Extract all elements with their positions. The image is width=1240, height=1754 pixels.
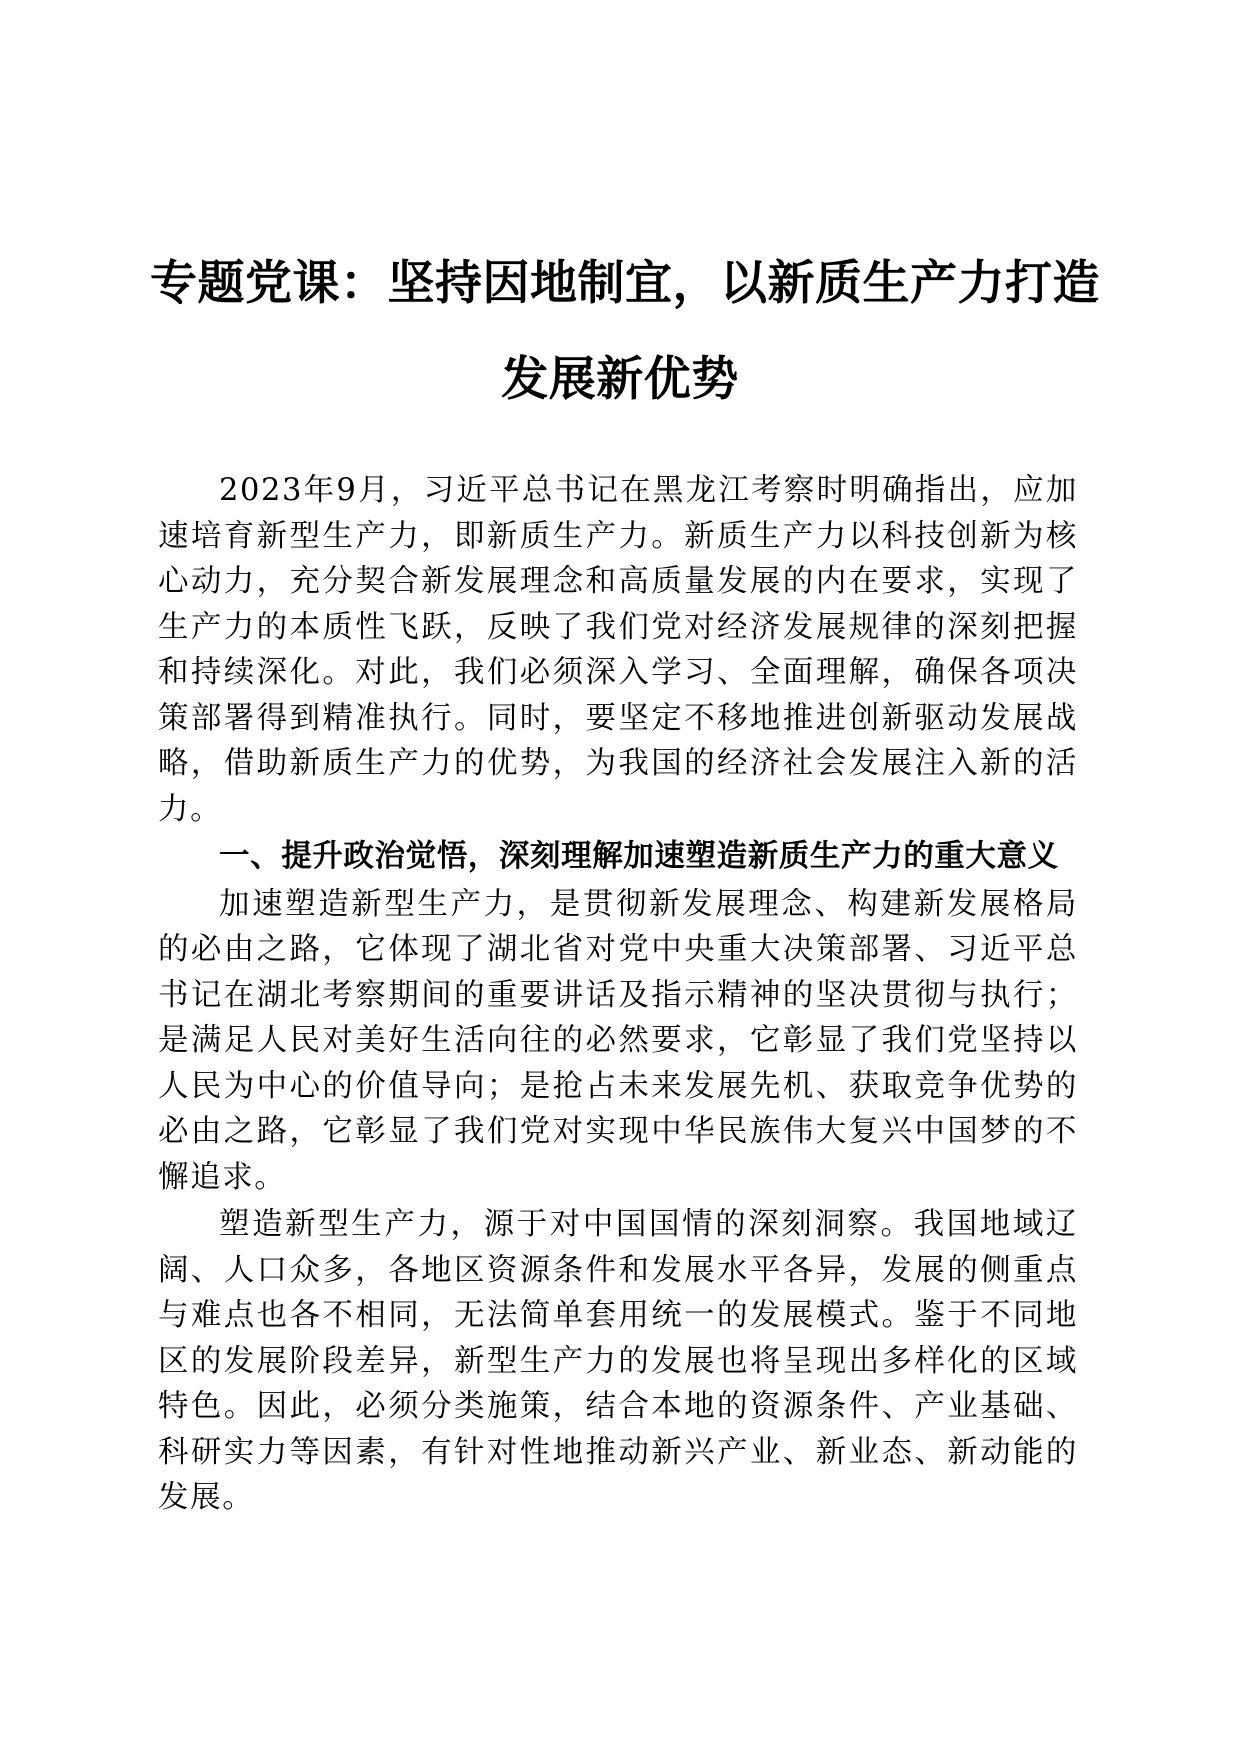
body-paragraph-2: 塑造新型生产力，源于对中国国情的深刻洞察。我国地域辽阔、人口众多，各地区资源条件和发展水平各异，发展的侧重点与难点也各不相同，无法简单套用统一的发展模式。鉴于不同地区的发展阶段差异，新型生产力的发展也将呈现出多样化的区域特色。因此，必须分类施策，结合本地的资源条件、产业基础、科研实力等因素，有针对性地推动新兴产业、新业态、新动能的发展。 [158,1207,1078,1515]
intro-paragraph: 2023年9月，习近平总书记在黑龙江考察时明确指出，应加速培育新型生产力，即新质生产力。新质生产力以科技创新为核心动力，充分契合新发展理念和高质量发展的内在要求，实现了生产力的本质性飞跃，反映了我们党对经济发展规律的深刻把握和持续深化。对此，我们必须深入学习、全面理解，确保各项决策部署得到精准执行。同时，要坚定不移地推进创新驱动发展战略，借助新质生产力的优势，为我国的经济社会发展注入新的活力。 [158,473,1078,827]
document-title [150,236,1100,428]
body-paragraph-1: 加速塑造新型生产力，是贯彻新发展理念、构建新发展格局的必由之路，它体现了湖北省对党中央重大决策部署、习近平总书记在湖北考察期间的重要讲话及指示精神的坚决贯彻与执行；是满足人民对美好生活向往的必然要求，它彰显了我们党坚持以人民为中心的价值导向；是抢占未来发展先机、获取竞争优势的必由之路，它彰显了我们党对实现中华民族伟大复兴中国梦的不懈追求。 [158,886,1078,1195]
section-heading-1: 一、提升政治觉悟，深刻理解加速塑造新质生产力的重大意义 [219,839,1059,874]
title-line-1: 专题党课：坚持因地制宜，以新质生产力打造 [150,256,1100,311]
document-body [158,468,1078,1523]
title-line-2: 发展新优势 [501,352,739,407]
